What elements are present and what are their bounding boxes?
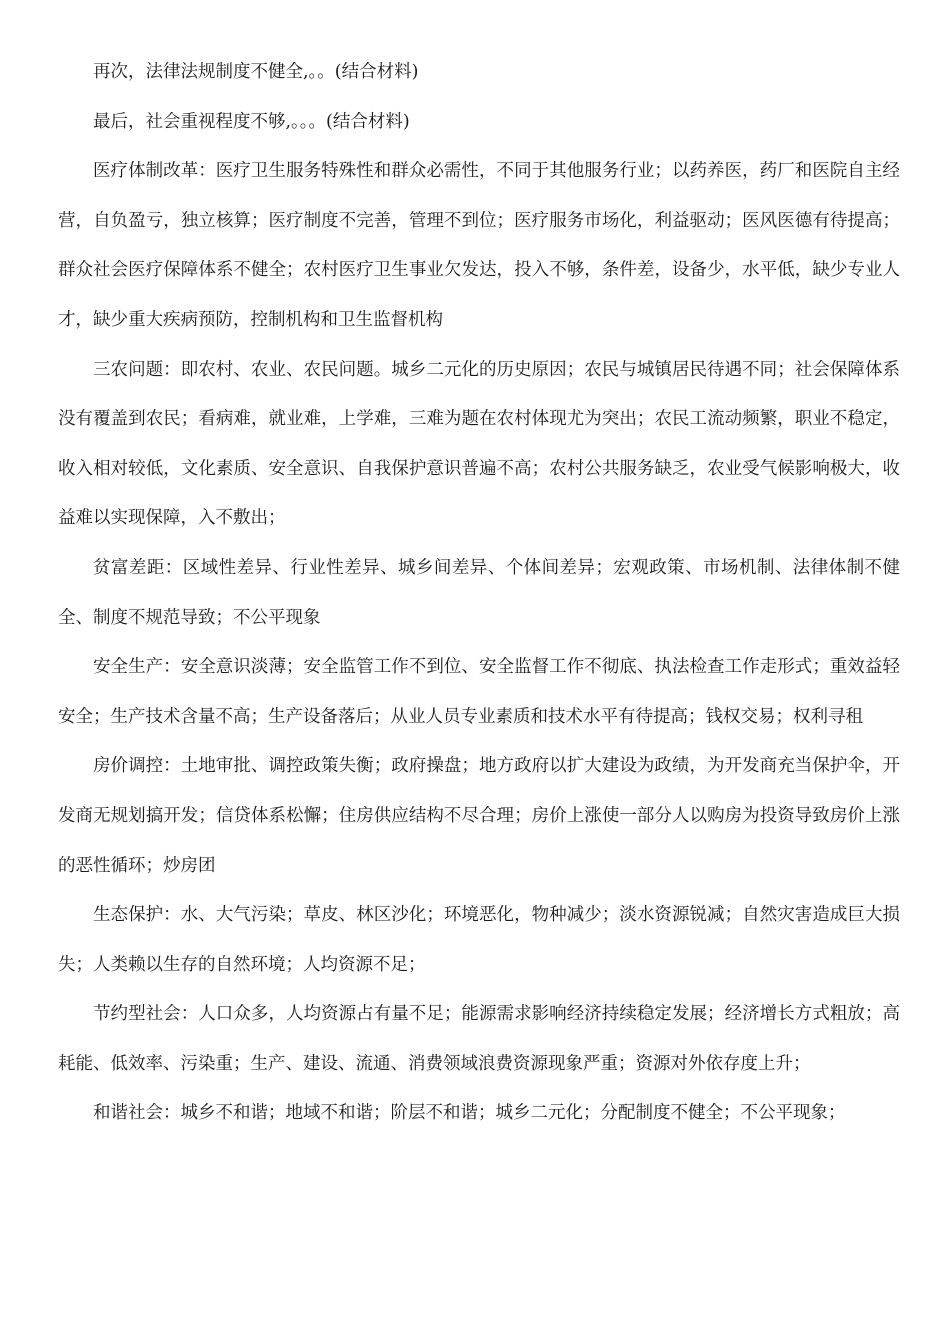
paragraph-work-safety: 安全生产：安全意识淡薄；安全监管工作不到位、安全监督工作不彻底、执法检查工作走形式；重效益轻安全；生产技术含量不高；生产设备落后；从业人员专业素质和技术水平有待提高；钱权交易；权利寻租 (58, 657, 900, 727)
paragraph-wealth-gap: 贫富差距：区域性差异、行业性差异、城乡间差异、个体间差异；宏观政策、市场机制、法律体制不健全、制度不规范导致；不公平现象 (58, 557, 900, 628)
paragraph-housing-price: 房价调控：土地审批、调控政策失衡；政府操盘；地方政府以扩大建设为政绩，为开发商充当保护伞，开发商无规划搞开发；信贷体系松懈；住房供应结构不尽合理；房价上涨使一部分人以购房为投资导致房价上涨的恶性循环；炒房团 (58, 756, 900, 876)
paragraph-medical-reform: 医疗体制改革：医疗卫生服务特殊性和群众必需性，不同于其他服务行业；以药养医，药厂和医院自主经营，自负盈亏，独立核算；医疗制度不完善，管理不到位；医疗服务市场化，利益驱动；医风医德有待提高；群众社会医疗保障体系不健全；农村医疗卫生事业欠发达，投入不够，条件差，设备少，水平低，缺少专业人才，缺少重大疾病预防，控制机构和卫生监督机构 (58, 161, 900, 330)
paragraph-ecology: 生态保护：水、大气污染；草皮、林区沙化；环境恶化，物种减少；淡水资源锐减；自然灾害造成巨大损失；人类赖以生存的自然环境；人均资源不足； (58, 905, 900, 975)
paragraph-social-attention: 最后，社会重视程度不够,。。。(结合材料) (93, 111, 410, 132)
paragraph-conservation-society: 节约型社会：人口众多，人均资源占有量不足；能源需求影响经济持续稳定发展；经济增长方式粗放；高耗能、低效率、污染重；生产、建设、流通、消费领域浪费资源现象严重；资源对外依存度上升； (58, 1004, 900, 1074)
paragraph-harmonious-society: 和谐社会：城乡不和谐；地域不和谐；阶层不和谐；城乡二元化；分配制度不健全；不公平现象； (93, 1103, 846, 1124)
paragraph-three-rural-issues: 三农问题：即农村、农业、农民问题。城乡二元化的历史原因；农民与城镇居民待遇不同；社会保障体系没有覆盖到农民；看病难，就业难，上学难，三难为题在农村体现尤为突出；农民工流动频繁，职业不稳定，收入相对较低，文化素质、安全意识、自我保护意识普遍不高；农村公共服务缺乏，农业受气候影响极大，收益难以实现保障，入不敷出； (58, 359, 900, 529)
paragraph-law-regulations: 再次，法律法规制度不健全,。。(结合材料) (93, 62, 419, 82)
